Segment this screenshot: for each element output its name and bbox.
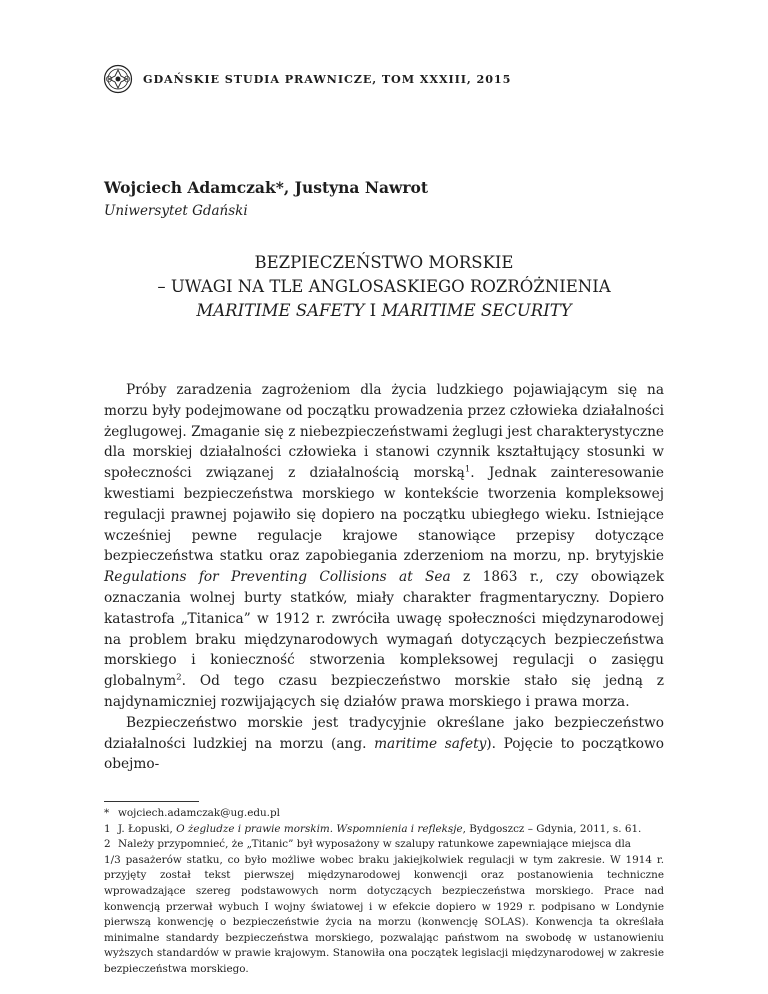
footnote-2-mark: 2 xyxy=(104,838,111,851)
title-conjunction: I xyxy=(364,301,382,320)
footnote-star xyxy=(104,806,664,822)
footnote-2-continued: 1/3 pasażerów statku, co było możliwe wobec braku jakiejkolwiek regulacji w tym zakresie. W 1914 r. przyjęty został tekst pierwszej międzynarodowej konwencji oraz postanowienia techniczne wprowadzające szereg podstawowych norm dotyczących bezpieczeństwa morskiego. Prace nad konwencją przerwał wybuch I wojny światowej i w efekcie dopiero w 1929 r. podpisano w Londynie pierwszą konwencję o bezpieczeństwie życia na morzu (konwencję SOLAS). Konwencja ta określała minimalne standardy bezpieczeństwa morskiego, pozwalając państwom na swobodę w ustanowieniu wyższych standardów w prawie krajowym. Stanowiła ona początek legislacji międzynarodowej w zakresie bezpieczeństwa morskiego. xyxy=(104,853,664,975)
footnotes xyxy=(104,806,664,978)
article-title xyxy=(104,251,664,323)
p2-text-b: ). Pojęcie to początkowo obejmo- xyxy=(104,735,664,773)
article-authors: Wojciech Adamczak*, Justyna Nawrot xyxy=(104,178,429,197)
p1-text-a: Próby zaradzenia zagrożeniom dla życia ludzkiego pojawiającym się na morzu były podejmowane od początku prowadzenia przez człowieka działalności żeglugowej. Zmaganie się z niebezpieczeństwami żeglugi jest charakterystyczne dla morskiej działalności człowieka i stanowi czynnik kształtujący stosunki w społeczności związanej z działalnością morską xyxy=(104,382,664,482)
fn1-book-title: O żegludze i prawie morskim. Wspomnienia i refleksje xyxy=(176,822,463,835)
title-line-1: BEZPIECZEŃSTWO MORSKIE xyxy=(254,253,514,272)
title-line-3 xyxy=(104,299,664,323)
p2-text-a: Bezpieczeństwo morskie jest tradycyjnie określane jako bezpieczeństwo działalności ludzkiej na morzu (ang. xyxy=(104,714,664,752)
footnote-ref-1: 1 xyxy=(464,464,471,475)
title-line-2: – UWAGI NA TLE ANGLOSASKIEGO ROZRÓŻNIENIA xyxy=(157,277,611,296)
running-header xyxy=(103,64,511,94)
footnote-1 xyxy=(104,822,664,838)
title-maritime-safety: MARITIME SAFETY xyxy=(196,301,365,320)
p1-text-b: . Jednak zainteresowanie kwestiami bezpieczeństwa morskiego w kontekście tworzenia kompleksowej regulacji prawnej pojawiło się dopiero na początku ubiegłego wieku. Istniejące wcześniej pewne regulacje krajowe stanowiące przepisy dotyczące bezpieczeństwa statku oraz zapobiegania zderzeniom na morzu, np. brytyjskie xyxy=(104,465,664,565)
p1-text-c: z 1863 r., czy obowiązek oznaczania wolnej burty statków, miały charakter fragmentaryczny. Dopiero katastrofa „Titanica” w 1912 r. zwróciła uwagę społeczności międzynarodowej na problem braku międzynarodowych wymagań dotyczących bezpieczeństwa morskiego i konieczność stworzenia kompleksowej regulacji o zasięgu globalnym xyxy=(104,569,664,690)
p1-text-d: . Od tego czasu bezpieczeństwo morskie stało się jedną z najdynamiczniej rozwijających się działów prawa morskiego i prawa morza. xyxy=(104,673,664,710)
author-email: wojciech.adamczak@ug.edu.pl xyxy=(118,807,280,819)
paragraph-2 xyxy=(104,713,664,775)
fn1-text-b: , Bydgoszcz – Gdynia, 2011, s. 61. xyxy=(462,822,642,835)
footnote-star-mark: * xyxy=(104,807,110,819)
footnote-divider xyxy=(104,801,199,802)
article-body xyxy=(104,380,664,775)
p1-italic-regulations: Regulations for Preventing Collisions at Sea xyxy=(104,569,451,586)
journal-emblem-icon xyxy=(103,64,133,94)
journal-title: GDAŃSKIE STUDIA PRAWNICZE, TOM XXXIII, 2015 xyxy=(143,72,512,86)
author-affiliation: Uniwersytet Gdański xyxy=(104,203,248,219)
fn2-text-a: Należy przypomnieć, że „Titanic” był wyposażony w szalupy ratunkowe zapewniające miejsca dla xyxy=(118,838,632,851)
fn1-text-a: J. Łopuski, xyxy=(118,822,177,835)
footnote-2 xyxy=(104,837,664,853)
footnote-1-mark: 1 xyxy=(104,822,111,835)
title-maritime-security: MARITIME SECURITY xyxy=(381,301,572,320)
p2-italic-maritime-safety: maritime safety xyxy=(374,735,487,752)
paragraph-1 xyxy=(104,380,664,713)
footnote-ref-2: 2 xyxy=(176,672,182,683)
